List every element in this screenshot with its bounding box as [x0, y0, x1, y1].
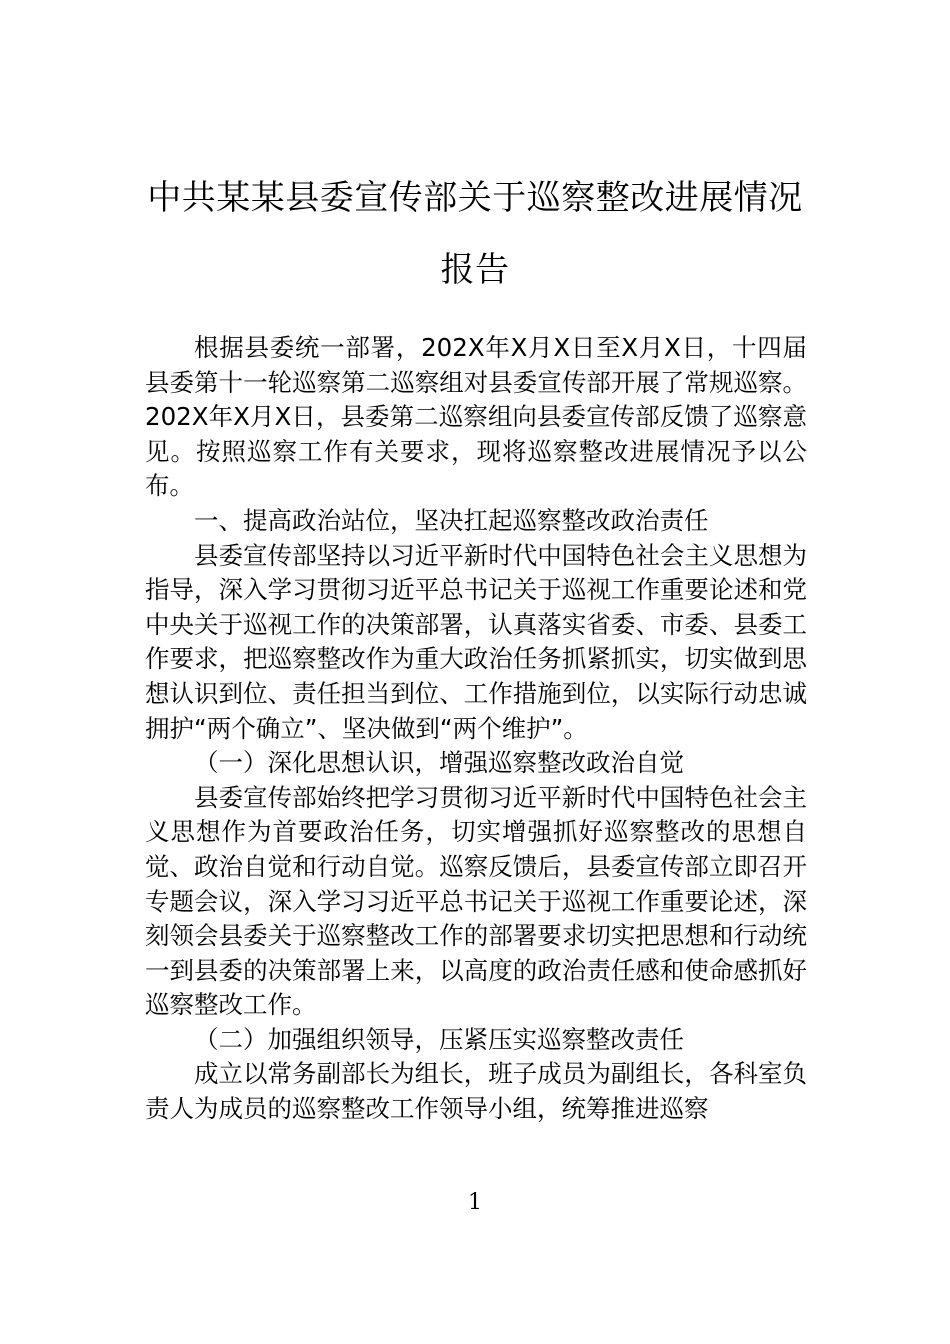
paragraph-subsection-1: 县委宣传部始终把学习贯彻习近平新时代中国特色社会主义思想作为首要政治任务，切实增强抓好巡察整改的思想自觉、政治自觉和行动自觉。巡察反馈后，县委宣传部立即召开专题会议，深入学习习近平总书记关于巡视工作重要论述，深刻领会县委关于巡察整改工作的部署要求切实把思想和行动统一到县委的决策部署上来，以高度的政治责任感和使命感抓好巡察整改工作。 — [145, 782, 807, 1020]
document-title: 中共某某县委宣传部关于巡察整改进展情况报告 — [147, 178, 803, 290]
document-body — [145, 331, 807, 1127]
subsection-heading-2: （二）加强组织领导，压紧压实巡察整改责任 — [194, 1024, 684, 1054]
section-heading-1: 一、提高政治站位，坚决扛起巡察整改政治责任 — [194, 505, 709, 535]
paragraph-section-1: 县委宣传部坚持以习近平新时代中国特色社会主义思想为指导，深入学习贯彻习近平总书记关于巡视工作重要论述和党中央关于巡视工作的决策部署，认真落实省委、市委、县委工作要求，把巡察整改作为重大政治任务抓紧抓实，切实做到思想认识到位、责任担当到位、工作措施到位，以实际行动忠诚拥护“两个确立”、坚决做到“两个维护”。 — [145, 540, 807, 743]
subsection-heading-1: （一）深化思想认识，增强巡察整改政治自觉 — [194, 748, 684, 778]
paragraph-intro: 根据县委统一部署，202X年X月X日至X月X日，十四届县委第十一轮巡察第二巡察组对县委宣传部开展了常规巡察。202X年X月X日，县委第二巡察组向县委宣传部反馈了巡察意见。按照巡察工作有关要求，现将巡察整改进展情况予以公布。 — [145, 333, 807, 501]
paragraph-subsection-2: 成立以常务副部长为组长，班子成员为副组长，各科室负责人为成员的巡察整改工作领导小组，统筹推进巡察 — [145, 1059, 807, 1124]
page-number: 1 — [468, 1190, 482, 1215]
